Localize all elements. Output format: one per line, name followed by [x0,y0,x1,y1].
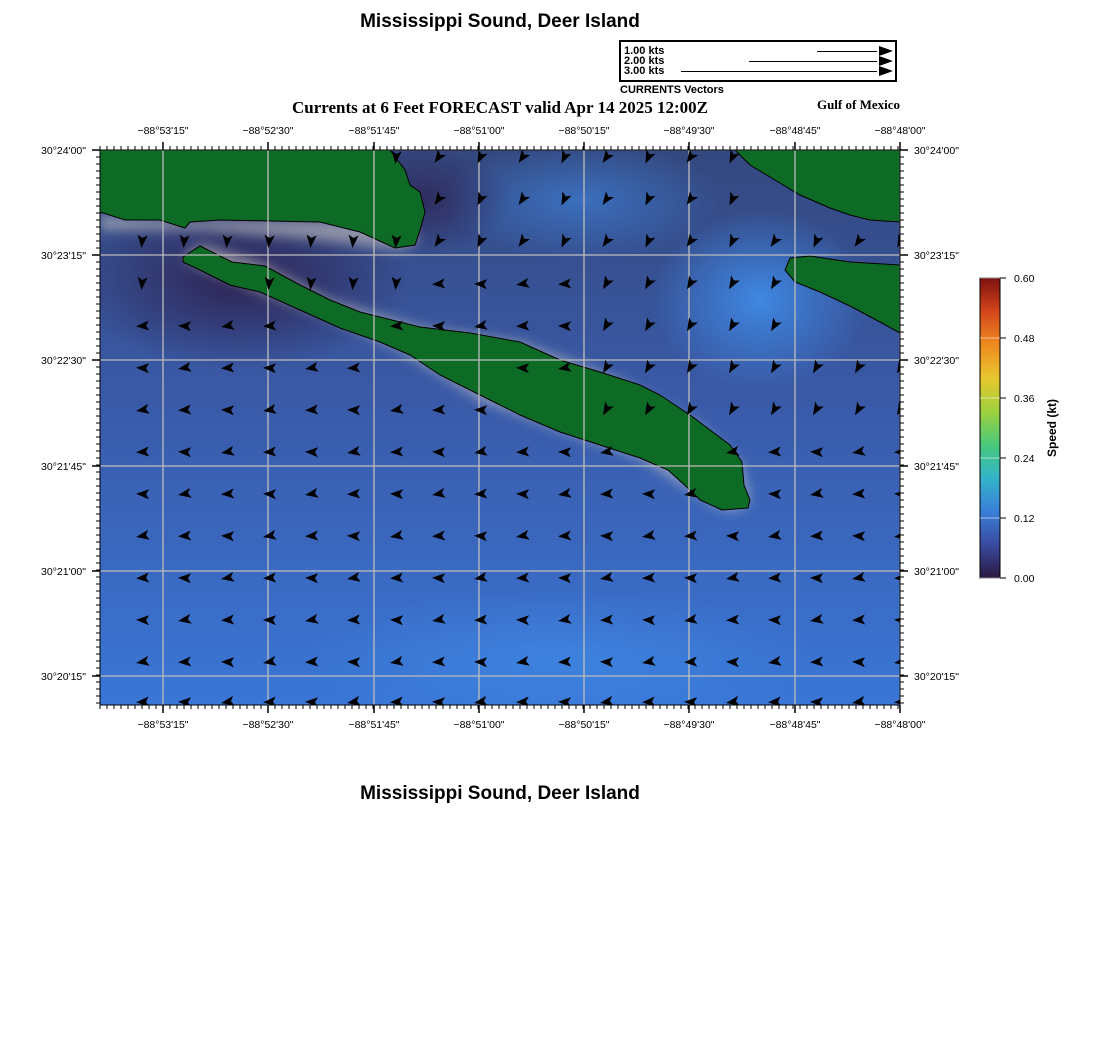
colorbar-title: Speed (kt) [1045,398,1059,458]
lat-label-right: 30°20'15" [914,671,959,683]
colorbar-label: 0.24 [1014,453,1035,465]
speed-colorbar [980,273,1059,585]
lat-label-right: 30°21'00" [914,566,959,578]
lat-label-left: 30°24'00" [41,145,86,157]
lon-label-bottom: −88°53'15" [137,719,189,731]
bottom-title: Mississippi Sound, Deer Island [360,783,640,804]
lon-label-bottom: −88°51'45" [348,719,400,731]
lon-label-bottom: −88°51'00" [453,719,505,731]
lat-label-right: 30°24'00" [914,145,959,157]
lon-label-bottom: −88°50'15" [558,719,610,731]
colorbar-label: 0.36 [1014,393,1035,405]
map-title: Mississippi Sound, Deer Island [360,11,640,32]
lat-label-left: 30°22'30" [41,355,86,367]
colorbar-label: 0.48 [1014,333,1035,345]
lat-label-right: 30°23'15" [914,250,959,262]
longitude-labels-bottom [137,719,925,731]
lon-label-top: −88°52'30" [242,125,294,137]
lon-label-top: −88°48'00" [874,125,926,137]
fast-current-area-3 [300,590,820,730]
legend-row-1: 1.00 kts [624,45,665,57]
lon-label-bottom: −88°48'45" [769,719,821,731]
latitude-labels-left [41,145,86,683]
legend-row-2: 2.00 kts [624,55,665,67]
colorbar-label: 0.12 [1014,513,1035,525]
legend-caption: CURRENTS Vectors [620,84,724,96]
map-area [70,140,908,730]
lon-label-bottom: −88°48'00" [874,719,926,731]
lon-label-top: −88°51'00" [453,125,505,137]
colorbar-label: 0.60 [1014,273,1035,285]
lat-label-right: 30°22'30" [914,355,959,367]
map-subtitle: Currents at 6 Feet FORECAST valid Apr 14 2025 12:00Z [291,98,709,117]
legend-row-3: 3.00 kts [624,65,665,77]
lat-label-left: 30°23'15" [41,250,86,262]
lat-label-left: 30°20'15" [41,671,86,683]
lat-label-left: 30°21'45" [41,461,86,473]
latitude-labels-right [914,145,959,683]
lon-label-top: −88°49'30" [663,125,715,137]
colorbar-gradient [980,278,1000,578]
lon-label-top: −88°48'45" [769,125,821,137]
lon-label-top: −88°50'15" [558,125,610,137]
longitude-labels-top [137,125,925,137]
region-label: Gulf of Mexico [816,97,900,112]
lat-label-right: 30°21'45" [914,461,959,473]
lon-label-bottom: −88°49'30" [663,719,715,731]
lon-label-bottom: −88°52'30" [242,719,294,731]
lon-label-top: −88°51'45" [348,125,400,137]
lon-label-top: −88°53'15" [137,125,189,137]
lat-label-left: 30°21'00" [41,566,86,578]
colorbar-label: 0.00 [1014,573,1035,585]
